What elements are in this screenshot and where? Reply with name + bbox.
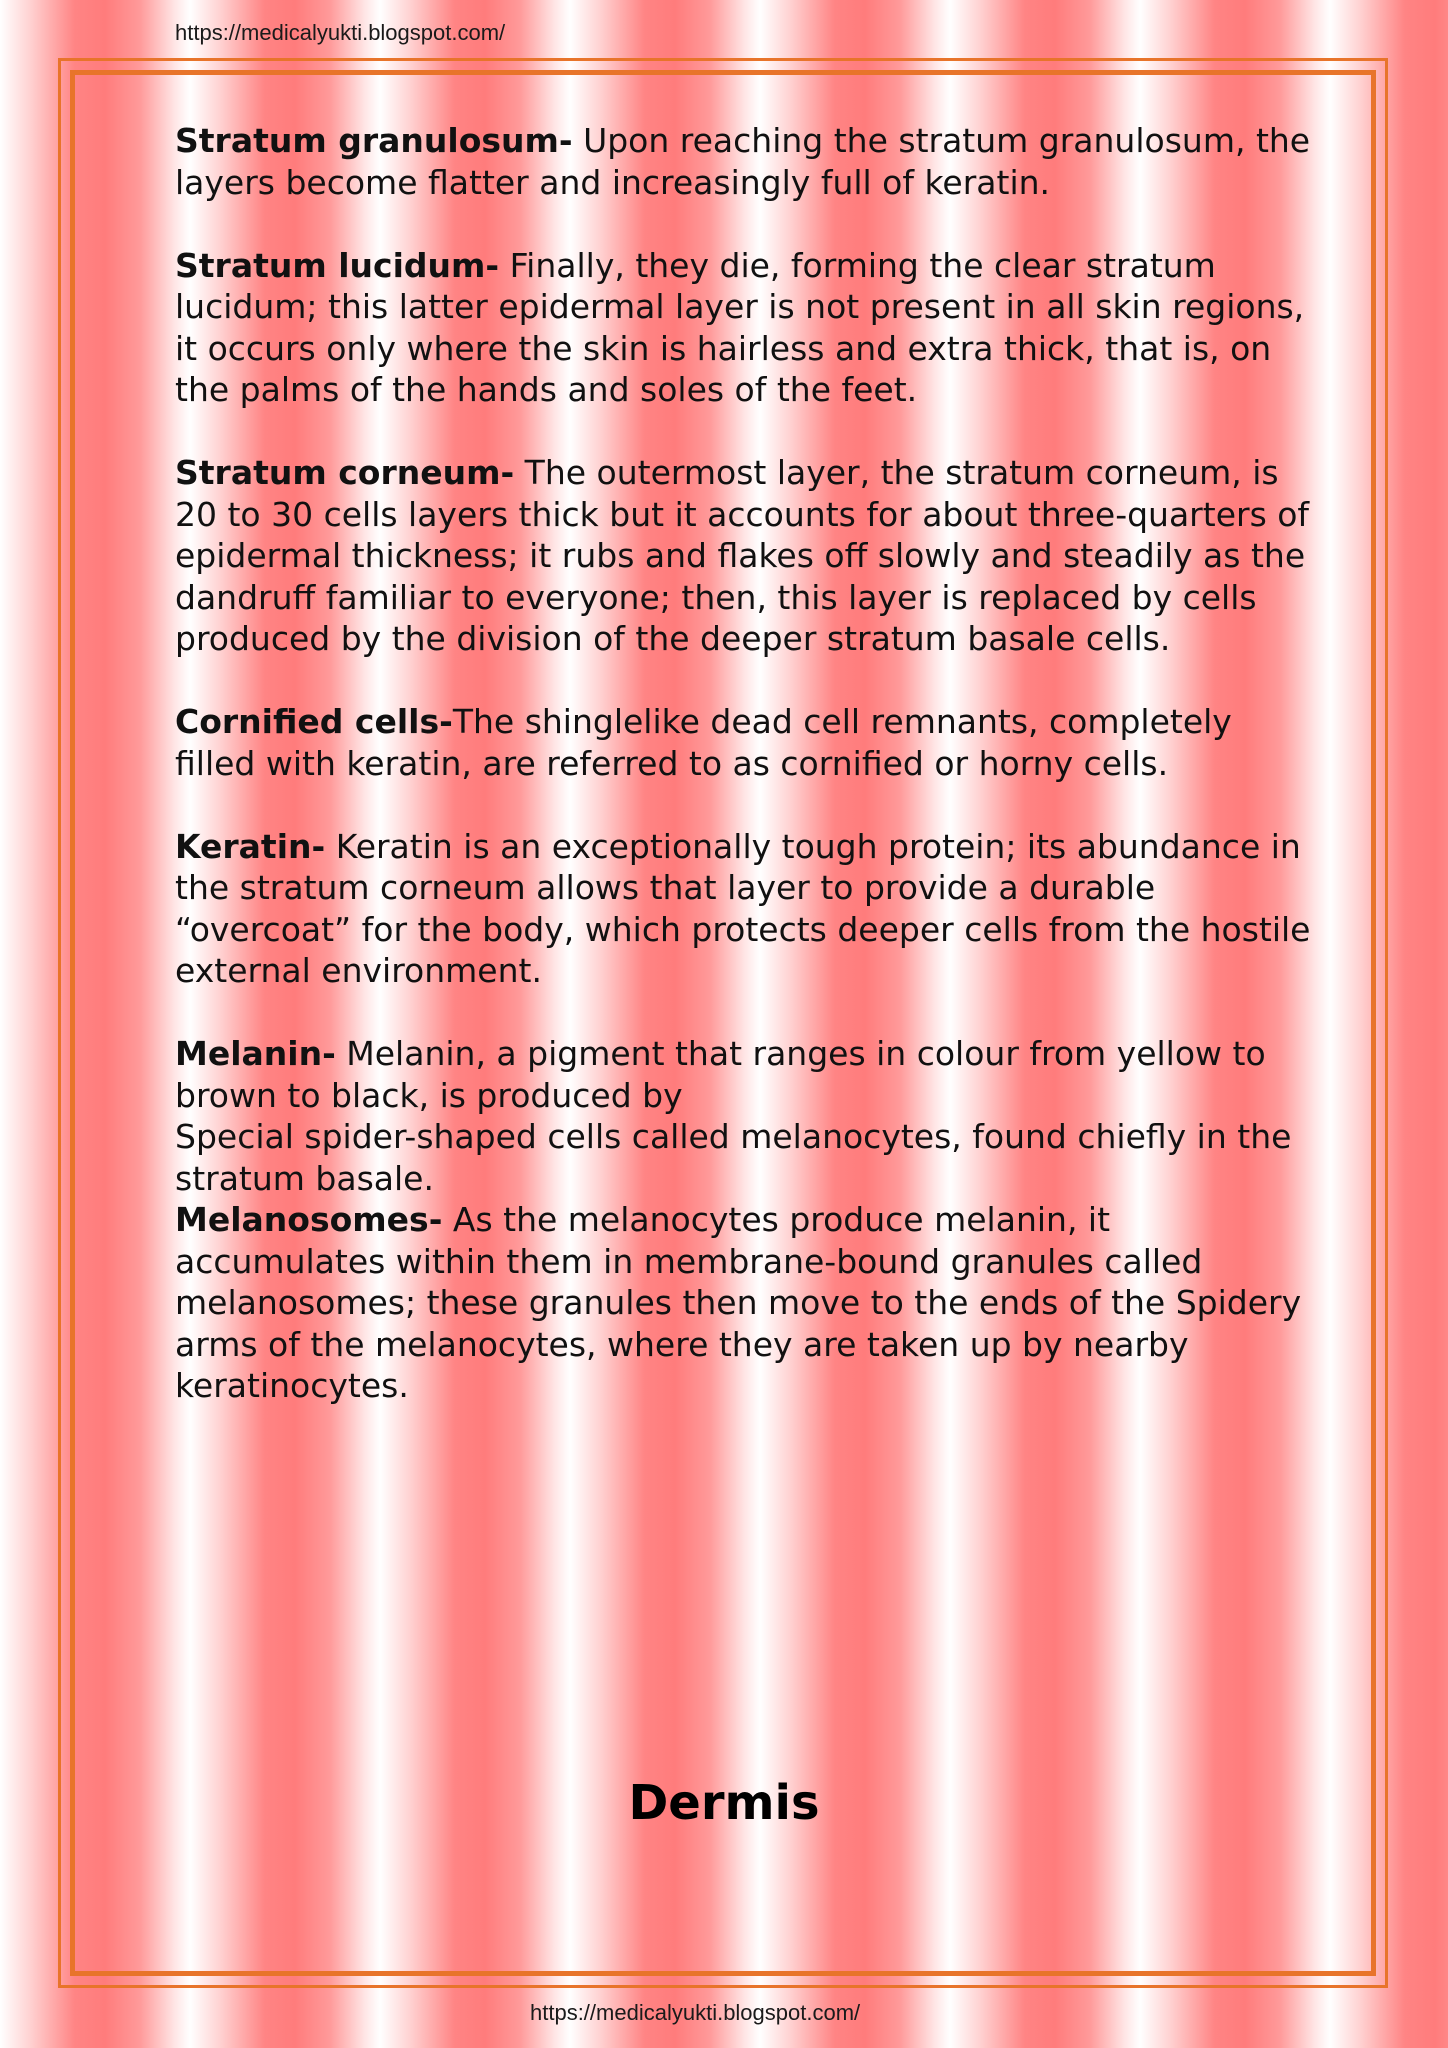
entry-text: The outermost layer, the stratum corneum, is 20 to 30 cells layers thick but it accounts for about three-quarters of epidermal thickness; it rubs and flakes off slowly and steadily as the dandruff familiar to everyone; then, this layer is replaced by cells produced by the division of the deeper stratum basale cells. — [175, 453, 1310, 658]
section-heading-dermis: Dermis — [628, 1775, 820, 1831]
entry-text: Melanin, a pigment that ranges in colour from yellow to brown to black, is produced by — [175, 1034, 1266, 1115]
entry-stratum-granulosum — [175, 120, 1315, 203]
header-url[interactable]: https://medicalyukti.blogspot.com/ — [175, 20, 506, 45]
footer-url[interactable]: https://medicalyukti.blogspot.com/ — [530, 2000, 861, 2025]
entry-melanosomes — [175, 1199, 1315, 1407]
entry-stratum-corneum — [175, 452, 1315, 660]
entry-term: Cornified cells- — [175, 702, 453, 741]
entry-text: Finally, they die, forming the clear stratum lucidum; this latter epidermal layer is not present in all skin regions, it occurs only where the skin is hairless and extra thick, that is, on the palms of the hands and soles of the feet. — [175, 245, 1305, 409]
entry-term: Melanosomes- — [175, 1200, 443, 1239]
entry-stratum-lucidum — [175, 245, 1315, 411]
entry-text-continued: Special spider-shaped cells called melanocytes, found chiefly in the stratum basale. — [175, 1117, 1292, 1198]
entry-text: As the melanocytes produce melanin, it accumulates within them in membrane-bound granules called melanosomes; these granules then move to the ends of the Spidery arms of the melanocytes, where they are taken up by nearby keratinocytes. — [175, 1200, 1302, 1405]
entry-text: The shinglelike dead cell remnants, completely filled with keratin, are referred to as cornified or horny cells. — [175, 702, 1232, 783]
entry-term: Melanin- — [175, 1034, 336, 1073]
entry-text: Keratin is an exceptionally tough protein; its abundance in the stratum corneum allows that layer to provide a durable “overcoat” for the body, which protects deeper cells from the hostile external environment. — [175, 826, 1311, 990]
entry-term: Stratum corneum- — [175, 453, 515, 492]
entry-term: Keratin- — [175, 826, 326, 866]
entry-term: Stratum lucidum- — [175, 245, 500, 285]
entry-cornified-cells — [175, 701, 1315, 784]
entry-keratin — [175, 826, 1315, 992]
entry-text: Upon reaching the stratum granulosum, the layers become flatter and increasingly full of keratin. — [175, 121, 1311, 202]
entry-melanin — [175, 1033, 1315, 1199]
entry-term: Stratum granulosum- — [175, 121, 573, 160]
body-text — [175, 120, 1315, 1448]
